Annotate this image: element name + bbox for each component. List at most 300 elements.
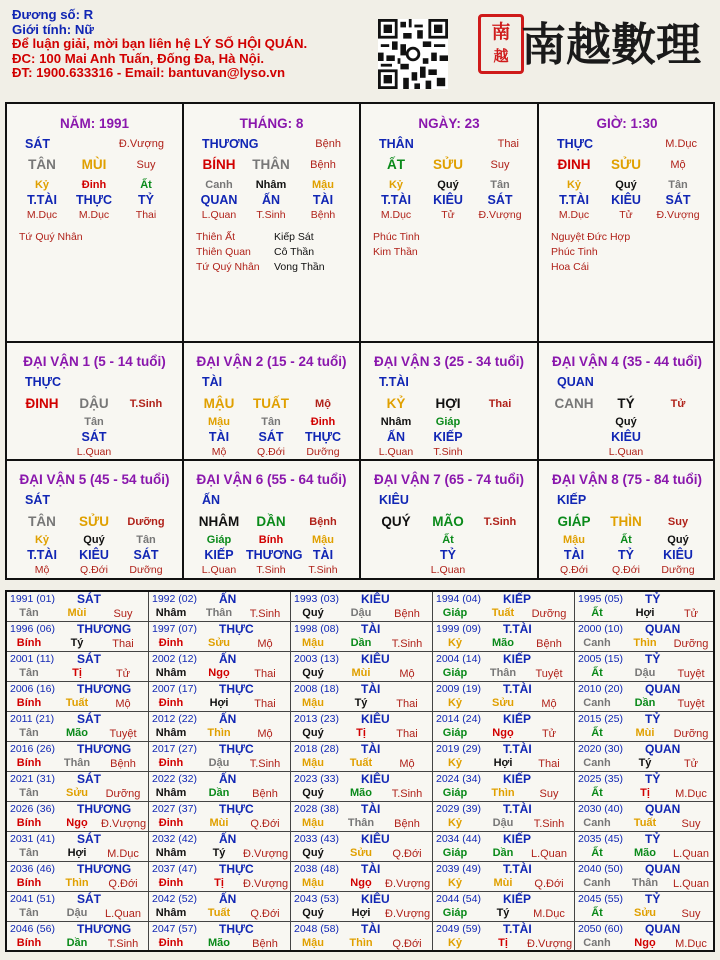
pillar-branch: THÂN — [252, 157, 290, 172]
year-stem: Giáp — [442, 727, 468, 739]
year-label: 2020 (30) — [578, 743, 623, 755]
year-label: 2013 (23) — [294, 713, 339, 725]
star: Phúc Tinh — [373, 231, 420, 243]
year-phase: Suy — [113, 608, 133, 620]
year-god: THƯƠNG — [77, 802, 132, 816]
year-cell — [575, 772, 717, 802]
hidden-phase: Dưỡng — [306, 446, 340, 458]
year-god: SÁT — [77, 772, 101, 786]
hidden-stem: Kỷ — [34, 534, 50, 546]
year-cell — [291, 742, 433, 772]
year-phase: Bệnh — [252, 938, 278, 950]
year-god: TỶ — [645, 832, 661, 846]
hidden-god: KIÊU — [611, 193, 641, 207]
pillar-god-phase: Bệnh — [315, 138, 341, 150]
luck-phase: Thai — [488, 398, 512, 410]
year-label: 2015 (25) — [578, 713, 623, 725]
year-stem: Canh — [583, 697, 611, 709]
chart-panel — [5, 102, 715, 580]
year-phase: T.Sinh — [391, 638, 423, 650]
year-cell — [149, 892, 291, 922]
pillar-god: THƯƠNG — [202, 137, 259, 151]
hidden-god: KIÊU — [611, 430, 641, 444]
year-cell — [291, 712, 433, 742]
year-god: T.TÀI — [503, 742, 532, 756]
luck-pillar-2 — [184, 343, 359, 459]
year-cell — [433, 592, 575, 622]
year-stem: Tân — [19, 607, 39, 619]
year-cell — [7, 622, 149, 652]
year-phase: Dưỡng — [673, 728, 709, 740]
luck-title: ĐẠI VẬN 6 (55 - 64 tuổi) — [196, 472, 347, 487]
luck-god: KIẾP — [557, 493, 587, 507]
year-cell — [149, 622, 291, 652]
luck-branch: TÝ — [617, 396, 635, 411]
year-branch: Tuất — [349, 757, 373, 769]
year-branch: Mão — [208, 937, 230, 949]
pillar-branch: MÙI — [81, 157, 107, 172]
year-cell — [291, 772, 433, 802]
year-phase: Thai — [538, 758, 560, 770]
year-god: T.TÀI — [503, 802, 532, 816]
hidden-stem: Bính — [258, 534, 284, 546]
hidden-god: THỰC — [75, 193, 113, 207]
year-cell — [291, 802, 433, 832]
hidden-god: KIÊU — [663, 548, 693, 562]
year-god: QUAN — [645, 922, 681, 936]
year-label: 2032 (42) — [152, 833, 197, 845]
year-label: 2031 (41) — [10, 833, 55, 845]
year-branch: Tị — [640, 787, 650, 799]
year-stem: Nhâm — [155, 667, 187, 679]
hidden-phase: Tử — [619, 209, 633, 221]
hidden-phase: T.Sinh — [256, 564, 286, 576]
year-label: 2046 (56) — [10, 923, 55, 935]
year-stem: Bính — [16, 817, 42, 829]
year-stem: Tân — [19, 787, 39, 799]
year-phase: Thai — [396, 698, 418, 710]
hidden-god: TÀI — [563, 548, 585, 562]
year-stem: Canh — [583, 937, 611, 949]
year-phase: Suy — [681, 818, 701, 830]
year-label: 2049 (59) — [436, 923, 481, 935]
hidden-phase: Tử — [441, 209, 455, 221]
year-god: QUAN — [645, 622, 681, 636]
year-phase: Bệnh — [394, 818, 420, 830]
year-stem: Nhâm — [155, 727, 187, 739]
luck-phase: Tử — [670, 398, 686, 410]
hidden-stem: Tân — [668, 179, 688, 191]
year-branch: Mùi — [635, 727, 655, 739]
luck-branch: DẦN — [256, 514, 286, 529]
year-branch: Hợi — [351, 907, 371, 919]
year-cell — [7, 772, 149, 802]
year-label: 1992 (02) — [152, 593, 197, 605]
hidden-stem: Tân — [261, 416, 281, 428]
year-phase: Đ.Vượng — [101, 818, 147, 830]
year-label: 2011 (21) — [10, 713, 55, 725]
year-phase: Q.Đới — [250, 908, 280, 920]
pillar-god: THỰC — [557, 137, 594, 151]
year-label: 2012 (22) — [152, 713, 197, 725]
year-branch: Sửu — [633, 907, 657, 919]
year-god: SÁT — [77, 652, 101, 666]
year-god: QUAN — [645, 802, 681, 816]
year-phase: Bệnh — [110, 758, 136, 770]
hidden-stem: Nhâm — [380, 416, 412, 428]
year-label: 2037 (47) — [152, 863, 197, 875]
year-phase: Tuyệt — [535, 668, 563, 680]
hidden-god: T.TÀI — [27, 193, 57, 207]
year-label: 2019 (29) — [436, 743, 481, 755]
year-branch: Dần — [350, 637, 372, 649]
star: Cô Thần — [274, 246, 315, 258]
hidden-phase: M.Dục — [558, 209, 590, 221]
year-cell — [575, 862, 717, 892]
year-phase: Tuyệt — [109, 728, 137, 740]
year-phase: Mộ — [399, 668, 415, 680]
year-stem: Đinh — [158, 637, 184, 649]
year-cell — [149, 802, 291, 832]
hidden-phase: L.Quan — [608, 446, 644, 458]
year-branch: Sửu — [65, 787, 89, 799]
year-cell — [575, 682, 717, 712]
year-label: 2026 (36) — [10, 803, 55, 815]
year-god: KIÊU — [361, 712, 390, 726]
year-branch: Sửu — [491, 697, 515, 709]
year-stem: Canh — [583, 637, 611, 649]
hidden-god: TỶ — [440, 548, 456, 562]
year-label: 2008 (18) — [294, 683, 339, 695]
hidden-phase: Dưỡng — [129, 564, 163, 576]
year-god: TÀI — [361, 682, 381, 696]
year-branch: Ngọ — [492, 727, 514, 739]
luck-phase: Suy — [667, 516, 689, 528]
year-cell — [433, 742, 575, 772]
luck-phase: T.Sinh — [129, 398, 163, 410]
year-label: 2005 (15) — [578, 653, 623, 665]
year-god: SÁT — [77, 592, 101, 606]
hidden-phase: Mộ — [211, 446, 227, 458]
star: Tứ Quý Nhân — [196, 261, 260, 273]
subject-name: Đương số: R — [12, 7, 94, 22]
hidden-god: KIẾP — [204, 548, 234, 562]
year-god: SÁT — [77, 832, 101, 846]
year-branch: Ngọ — [66, 817, 88, 829]
year-cell — [575, 832, 717, 862]
year-phase: M.Dục — [533, 908, 565, 920]
pillar-title: GIỜ: 1:30 — [596, 116, 658, 131]
year-phase: Q.Đới — [534, 878, 564, 890]
year-phase: Thai — [112, 638, 134, 650]
year-branch: Ngọ — [350, 877, 372, 889]
year-label: 2041 (51) — [10, 893, 55, 905]
year-stem: Giáp — [442, 847, 468, 859]
year-god: THỰC — [219, 802, 254, 816]
year-cell — [7, 592, 149, 622]
hidden-god: SÁT — [665, 193, 691, 207]
hidden-stem: Ất — [620, 534, 632, 546]
year-stem: Kỷ — [447, 877, 463, 889]
year-stem: Ất — [591, 607, 603, 619]
year-stem: Quý — [302, 607, 324, 619]
hidden-phase: M.Dục — [26, 209, 58, 221]
year-god: SÁT — [77, 892, 101, 906]
year-label: 2010 (20) — [578, 683, 623, 695]
year-branch: Tuất — [65, 697, 89, 709]
year-label: 2050 (60) — [578, 923, 623, 935]
hidden-stem: Nhâm — [255, 179, 287, 191]
year-stem: Kỷ — [447, 937, 463, 949]
hidden-god: T.TÀI — [381, 193, 411, 207]
year-god: TÀI — [361, 742, 381, 756]
year-cell — [433, 682, 575, 712]
year-cell — [7, 832, 149, 862]
year-phase: Tuyệt — [677, 698, 705, 710]
year-god: THỰC — [219, 922, 254, 936]
year-branch: Ngọ — [634, 937, 656, 949]
year-cell — [575, 652, 717, 682]
year-phase: Bệnh — [252, 788, 278, 800]
hidden-god: TÀI — [312, 193, 334, 207]
hidden-stem: Quý — [437, 179, 459, 191]
year-stem: Quý — [302, 907, 324, 919]
year-stem: Kỷ — [447, 757, 463, 769]
luck-phase: T.Sinh — [483, 516, 517, 528]
year-branch: Tuất — [491, 607, 515, 619]
year-god: ẤN — [219, 772, 237, 786]
year-phase: Bệnh — [394, 608, 420, 620]
hidden-stem: Đinh — [310, 416, 336, 428]
pillar-god-phase: Thai — [497, 138, 519, 150]
year-branch: Tý — [496, 907, 510, 919]
year-cell — [291, 622, 433, 652]
year-phase: Mộ — [257, 638, 273, 650]
year-cell — [575, 802, 717, 832]
hidden-god: TỶ — [618, 548, 634, 562]
star: Kim Thần — [373, 246, 418, 258]
year-stem: Quý — [302, 847, 324, 859]
pillar-stem: TÂN — [28, 157, 56, 172]
year-label: 1996 (06) — [10, 623, 55, 635]
hidden-god: SÁT — [258, 430, 284, 444]
year-stem: Mậu — [302, 637, 324, 649]
year-stem: Nhâm — [155, 907, 187, 919]
year-phase: Tử — [683, 758, 699, 770]
year-label: 2024 (34) — [436, 773, 481, 785]
year-phase: M.Dục — [107, 848, 139, 860]
hidden-phase: Đ.Vượng — [656, 209, 700, 221]
year-stem: Tân — [19, 847, 39, 859]
year-cell — [575, 592, 717, 622]
pillar-branch: SỬU — [433, 157, 463, 172]
hidden-stem: Mậu — [312, 534, 334, 546]
hidden-god: ẤN — [261, 193, 281, 207]
red-seal-stamp: 南 越 — [478, 14, 524, 74]
year-label: 2025 (35) — [578, 773, 623, 785]
year-god: KIÊU — [361, 772, 390, 786]
year-cell — [7, 922, 149, 952]
year-stem: Giáp — [442, 667, 468, 679]
year-cell — [291, 592, 433, 622]
year-cell — [575, 712, 717, 742]
year-god: THỰC — [219, 742, 254, 756]
star: Hoa Cái — [551, 261, 589, 273]
pillar-phase: Suy — [136, 159, 156, 171]
year-phase: Tử — [541, 728, 557, 740]
hidden-stem: Giáp — [435, 416, 461, 428]
year-stem: Canh — [583, 757, 611, 769]
year-cell — [149, 742, 291, 772]
pillar-title: NGÀY: 23 — [418, 116, 480, 131]
luck-pillar-5 — [7, 461, 182, 580]
year-branch: Hợi — [635, 607, 655, 619]
year-branch: Thìn — [207, 727, 231, 739]
year-label: 2003 (13) — [294, 653, 339, 665]
year-phase: Tử — [115, 668, 131, 680]
hidden-stem: Canh — [205, 179, 233, 191]
year-god: KIÊU — [361, 592, 390, 606]
year-stem: Mậu — [302, 697, 324, 709]
year-cell — [7, 742, 149, 772]
year-label: 2040 (50) — [578, 863, 623, 875]
hidden-stem: Quý — [83, 534, 105, 546]
year-label: 2042 (52) — [152, 893, 197, 905]
year-cell — [7, 862, 149, 892]
year-branch: Hợi — [209, 697, 229, 709]
star: Kiếp Sát — [274, 231, 314, 243]
year-cell — [433, 832, 575, 862]
hidden-phase: L.Quan — [201, 209, 237, 221]
year-label: 2023 (33) — [294, 773, 339, 785]
year-label: 2030 (40) — [578, 803, 623, 815]
year-cell — [291, 832, 433, 862]
year-label: 2035 (45) — [578, 833, 623, 845]
hidden-god: THƯƠNG — [246, 548, 303, 562]
year-branch: Mão — [350, 787, 372, 799]
pillar-title: THÁNG: 8 — [239, 116, 304, 131]
year-phase: T.Sinh — [107, 938, 139, 950]
year-god: ẤN — [219, 832, 237, 846]
luck-pillar-7 — [361, 461, 537, 580]
year-stem: Mậu — [302, 817, 324, 829]
hidden-god: T.TÀI — [27, 548, 57, 562]
luck-god: T.TÀI — [379, 375, 409, 389]
hidden-stem: Đinh — [81, 179, 107, 191]
year-god: ẤN — [219, 892, 237, 906]
star: Phúc Tinh — [551, 246, 598, 258]
year-stem: Tân — [19, 727, 39, 739]
year-god: TỶ — [645, 772, 661, 786]
year-label: 2007 (17) — [152, 683, 197, 695]
year-label: 2000 (10) — [578, 623, 623, 635]
year-stem: Tân — [19, 907, 39, 919]
hidden-stem: Quý — [667, 534, 689, 546]
year-label: 2048 (58) — [294, 923, 339, 935]
hidden-stem: Ất — [442, 534, 454, 546]
year-god: TÀI — [361, 862, 381, 876]
year-stem: Giáp — [442, 787, 468, 799]
year-god: THỰC — [219, 622, 254, 636]
luck-pillar-1 — [7, 343, 182, 459]
year-phase: Mộ — [399, 758, 415, 770]
year-branch: Dần — [492, 847, 514, 859]
year-cell — [149, 772, 291, 802]
hidden-god: TÀI — [312, 548, 334, 562]
year-cell — [433, 802, 575, 832]
star: Thiên Quan — [196, 246, 251, 258]
year-phase: Suy — [539, 788, 559, 800]
luck-stem: MẬU — [203, 396, 235, 411]
year-phase: L.Quan — [530, 848, 568, 860]
hidden-stem: Tân — [84, 416, 104, 428]
hidden-phase: L.Quan — [378, 446, 414, 458]
year-cell — [575, 622, 717, 652]
year-stem: Kỷ — [447, 637, 463, 649]
pillar-phase: Bệnh — [310, 159, 336, 171]
year-god: THỰC — [219, 862, 254, 876]
year-label: 2036 (46) — [10, 863, 55, 875]
year-label: 2028 (38) — [294, 803, 339, 815]
year-stem: Bính — [16, 637, 42, 649]
year-cell — [575, 922, 717, 952]
year-branch: Sửu — [207, 637, 231, 649]
luck-pillar-4 — [539, 343, 715, 459]
gender: Giới tính: Nữ — [12, 21, 94, 37]
year-stem: Nhâm — [155, 787, 187, 799]
year-phase: L.Quan — [672, 848, 710, 860]
year-label: 2033 (43) — [294, 833, 339, 845]
year-phase: M.Dục — [675, 788, 707, 800]
luck-title: ĐẠI VẬN 8 (75 - 84 tuổi) — [551, 472, 703, 487]
year-stem: Quý — [302, 667, 324, 679]
year-branch: Mão — [492, 637, 514, 649]
luck-title: ĐẠI VẬN 2 (15 - 24 tuổi) — [196, 354, 347, 369]
year-branch: Thìn — [633, 637, 657, 649]
year-phase: Đ.Vượng — [243, 878, 289, 890]
year-cell — [149, 652, 291, 682]
year-god: SÁT — [77, 712, 101, 726]
hidden-stem: Mậu — [312, 179, 334, 191]
year-god: KIẾP — [503, 652, 532, 666]
hidden-phase: Bệnh — [310, 209, 336, 221]
hidden-stem: Ất — [140, 179, 152, 191]
year-god: KIẾP — [503, 832, 532, 846]
year-branch: Thân — [489, 667, 517, 679]
year-god: KIÊU — [361, 892, 390, 906]
year-branch: Thân — [347, 817, 375, 829]
year-god: THƯƠNG — [77, 622, 132, 636]
luck-phase: Dưỡng — [127, 516, 165, 528]
year-phase: Thai — [254, 698, 276, 710]
year-god: T.TÀI — [503, 622, 532, 636]
contact-line: Để luận giải, mời bạn liên hệ LÝ SỐ HỘI QUÁN. — [12, 36, 308, 51]
year-god: T.TÀI — [503, 682, 532, 696]
luck-stem: CANH — [554, 396, 594, 411]
year-label: 1995 (05) — [578, 593, 623, 605]
year-label: 2047 (57) — [152, 923, 197, 935]
year-god: TỶ — [645, 712, 661, 726]
hidden-god: KIẾP — [433, 430, 463, 444]
year-cell — [433, 772, 575, 802]
luck-god: THỰC — [25, 375, 62, 389]
year-branch: Dậu — [66, 907, 88, 919]
year-branch: Tý — [70, 637, 84, 649]
luck-pillar-8 — [539, 461, 715, 580]
hidden-god: KIÊU — [433, 193, 463, 207]
year-label: 2016 (26) — [10, 743, 55, 755]
year-stem: Giáp — [442, 607, 468, 619]
